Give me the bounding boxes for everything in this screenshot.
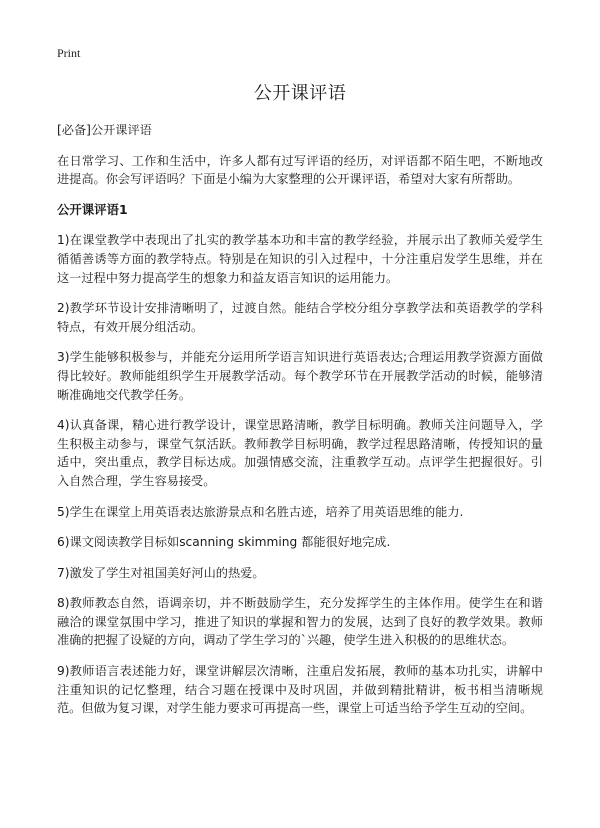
comment-paragraph: 8)教师教态自然，语调亲切，并不断鼓励学生，充分发挥学生的主体作用。使学生在和谐融洽的课堂氛围中学习，推进了知识的掌握和智力的发展，达到了良好的教学效果。教师准确的把握了设疑的方向，调动了学生学习的`兴趣，使学生进入积极的的思维状态。 — [57, 596, 543, 648]
comment-paragraph: 5)学生在课堂上用英语表达旅游景点和名胜古迹，培养了用英语思维的能力. — [57, 504, 464, 519]
comment-paragraph: 3)学生能够积极参与，并能充分运用所学语言知识进行英语表达;合理运用教学资源方面做得比较好。教师能组织学生开展教学活动。每个教学环节在开展教学活动的时候，能够清晰准确地交代教学任务。 — [57, 350, 543, 402]
print-link[interactable]: Print — [57, 46, 81, 60]
comment-paragraph: 9)教师语言表述能力好，课堂讲解层次清晰，注重启发拓展，教师的基本功扎实，讲解中注重知识的记忆整理，结合习题在授课中及时巩固，并做到精批精讲，板书相当清晰规范。但做为复习课，对学生能力要求可再提高一些，课堂上可适当给予学生互动的空间。 — [57, 664, 543, 716]
comment-paragraph: 7)激发了学生对祖国美好河山的热爱。 — [57, 565, 265, 580]
intro-paragraph: 在日常学习、工作和生活中，许多人都有过写评语的经历，对评语都不陌生吧，不断地改进提高。你会写评语吗？下面是小编为大家整理的公开课评语，希望对大家有所帮助。 — [57, 153, 543, 187]
comment-paragraph: 1)在课堂教学中表现出了扎实的教学基本功和丰富的教学经验，并展示出了教师关爱学生循循善诱等方面的教学特点。特别是在知识的引入过程中，十分注重启发学生思维，并在这一过程中努力提高学生的想象力和益友语言知识的运用能力。 — [57, 233, 543, 285]
page-title: 公开课评语 — [253, 83, 347, 104]
comment-paragraph: 4)认真备课，精心进行教学设计，课堂思路清晰，教学目标明确。教师关注问题导入，学生积极主动参与，课堂气氛活跃。教师教学目标明确，教学过程思路清晰，传授知识的量适中，突出重点，教学目标达成。加强情感交流，注重教学互动。点评学生把握很好。引入自然合理，学生容易接受。 — [57, 418, 543, 488]
comment-paragraph: 6)课文阅读教学目标如scanning skimming 都能很好地完成. — [57, 535, 391, 550]
document-subtitle: [必备]公开课评语 — [57, 123, 152, 137]
document-body — [57, 121, 543, 730]
comment-paragraph: 2)教学环节设计安排清晰明了，过渡自然。能结合学校分组分享教学法和英语教学的学科特点，有效开展分组活动。 — [57, 301, 543, 334]
section-heading: 公开课评语1 — [57, 201, 128, 217]
